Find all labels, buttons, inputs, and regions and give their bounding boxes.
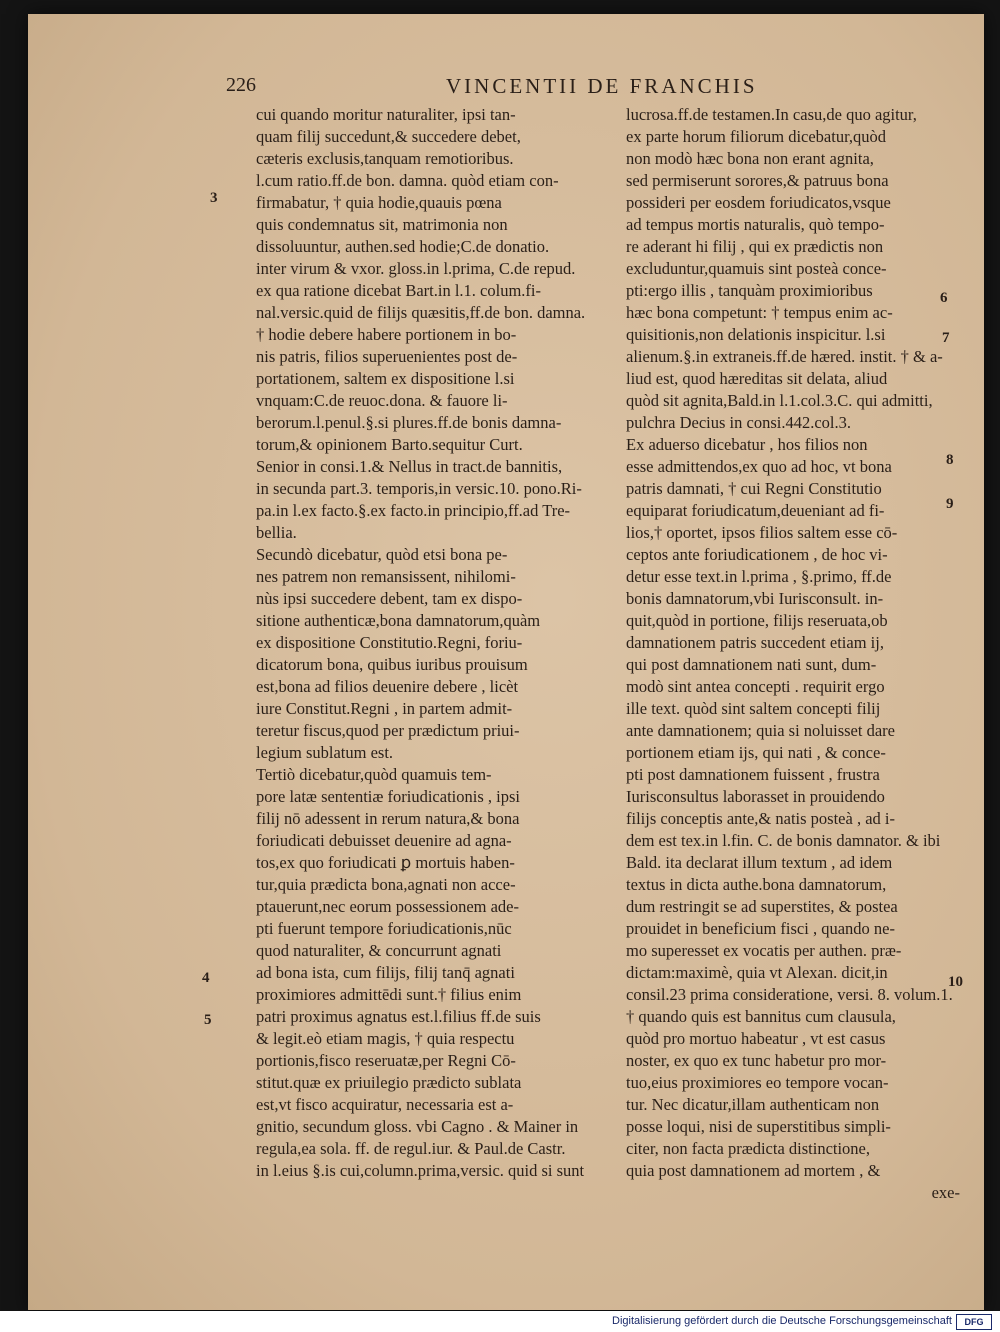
text-line: posse loqui, nisi de superstitibus simpli- bbox=[626, 1117, 891, 1136]
text-line: non modò hæc bona non erant agnita, bbox=[626, 149, 874, 168]
text-line: mo superesset ex vocatis per authen. præ- bbox=[626, 941, 902, 960]
text-line: Senior in consi.1.& Nellus in tract.de bannitis, bbox=[256, 457, 563, 476]
text-line: possideri per eosdem foriudicatos,vsque bbox=[626, 193, 891, 212]
text-line: excluduntur,quamuis sint posteà conce- bbox=[626, 259, 887, 278]
text-line: quòd sit agnita,Bald.in l.1.col.3.C. qui admitti, bbox=[626, 391, 933, 410]
text-line: dum restringit se ad superstites, & postea bbox=[626, 897, 898, 916]
text-line: nal.versic.quid de filijs quæsitis,ff.de bon. damna. bbox=[256, 303, 586, 322]
margin-number-6: 6 bbox=[940, 290, 948, 306]
text-line: filij nō adessent in rerum natura,& bona bbox=[256, 809, 520, 828]
text-line: patris damnati, † cui Regni Constitutio bbox=[626, 479, 882, 498]
text-line: portionis,fisco reseruatæ,per Regni Cō- bbox=[256, 1051, 516, 1070]
text-line: nes patrem non remansissent, nihilomi- bbox=[256, 567, 516, 586]
text-line: pti:ergo illis , tanquàm proximioribus bbox=[626, 281, 873, 300]
text-line: Tertiò dicebatur,quòd quamuis tem- bbox=[256, 765, 492, 784]
text-line: stitut.quæ ex priuilegio prædicto sublata bbox=[256, 1073, 522, 1092]
text-line: modò sint antea concepti . requirit ergo bbox=[626, 677, 885, 696]
text-line: pulchra Decius in consi.442.col.3. bbox=[626, 413, 851, 432]
text-line: ceptos ante foriudicationem , de hoc vi- bbox=[626, 545, 888, 564]
text-line: foriudicati debuisset deuenire ad agna- bbox=[256, 831, 512, 850]
running-head: VINCENTII DE FRANCHIS bbox=[446, 74, 758, 98]
text-line: in l.eius §.is cui,column.prima,versic. quid si sunt bbox=[256, 1161, 585, 1180]
text-line: citer, non facta prædicta distinctione, bbox=[626, 1139, 871, 1158]
text-line: bonis damnatorum,vbi Iurisconsult. in- bbox=[626, 589, 884, 608]
margin-number-4: 4 bbox=[202, 970, 210, 986]
text-line: & legit.eò etiam magis, † quia respectu bbox=[256, 1029, 515, 1048]
text-line: quam filij succedunt,& succedere debet, bbox=[256, 127, 521, 146]
text-line: bellia. bbox=[256, 523, 297, 542]
text-line: liud est, quod hæreditas sit delata, aliud bbox=[626, 369, 888, 388]
text-line: esse admittendos,ex quo ad hoc, vt bona bbox=[626, 457, 892, 476]
text-line: cui quando moritur naturaliter, ipsi tan- bbox=[256, 105, 516, 124]
text-line: firmabatur, † quia hodie,quauis pœna bbox=[256, 193, 502, 212]
text-line: tuo,eius proximiores eo tempore vocan- bbox=[626, 1073, 889, 1092]
text-line: equiparat foriudicatum,deueniant ad fi- bbox=[626, 501, 885, 520]
text-line: vnquam:C.de reuoc.dona. & fauore li- bbox=[256, 391, 508, 410]
text-line: dictam:maximè, quia vt Alexan. dicit,in bbox=[626, 963, 888, 982]
text-line: qui post damnationem nati sunt, dum- bbox=[626, 655, 877, 674]
text-line: tur. Nec dicatur,illam authenticam non bbox=[626, 1095, 880, 1114]
text-line: quod naturaliter, & concurrunt agnati bbox=[256, 941, 502, 960]
text-line: pore latæ sententiæ foriudicationis , ipsi bbox=[256, 787, 520, 806]
margin-number-3: 3 bbox=[210, 190, 218, 206]
text-line: portationem, saltem ex dispositione l.si bbox=[256, 369, 515, 388]
text-line: lios,† oportet, ipsos filios saltem esse cō- bbox=[626, 523, 898, 542]
text-line: ille text. quòd sint saltem concepti filij bbox=[626, 699, 881, 718]
text-line: est,bona ad filios deuenire debere , licèt bbox=[256, 677, 519, 696]
text-line: prouidet in beneficium fisci , quando ne- bbox=[626, 919, 895, 938]
text-line: quia post damnationem ad mortem , & bbox=[626, 1161, 881, 1180]
margin-number-8: 8 bbox=[946, 452, 954, 468]
text-line: hæc bona competunt: † tempus enim ac- bbox=[626, 303, 893, 322]
text-line: berorum.l.penul.§.si plures.ff.de bonis damna- bbox=[256, 413, 562, 432]
text-line: quit,quòd in portione, filijs reseruata,ob bbox=[626, 611, 888, 630]
text-line: quisitionis,non delationis inspicitur. l.si bbox=[626, 325, 886, 344]
text-line: pti post damnationem fuissent , frustra bbox=[626, 765, 880, 784]
text-line: ex parte horum filiorum dicebatur,quòd bbox=[626, 127, 887, 146]
text-line: ex dispositione Constitutio.Regni, foriu- bbox=[256, 633, 523, 652]
catchword: exe- bbox=[931, 1183, 960, 1202]
text-line: pti fuerunt tempore foriudicationis,nūc bbox=[256, 919, 512, 938]
margin-number-5: 5 bbox=[204, 1012, 212, 1028]
text-line: ad tempus mortis naturalis, quò tempo- bbox=[626, 215, 885, 234]
text-line: quòd pro mortuo habeatur , vt est casus bbox=[626, 1029, 886, 1048]
margin-number-10: 10 bbox=[948, 974, 963, 990]
text-line: Bald. ita declarat illum textum , ad idem bbox=[626, 853, 893, 872]
text-line: pa.in l.ex facto.§.ex facto.in principio,ff.ad Tre- bbox=[256, 501, 571, 520]
text-line: ante damnationem; quia si noluisset dare bbox=[626, 721, 895, 740]
text-line: teretur fiscus,quod per prædictum priui- bbox=[256, 721, 520, 740]
text-line: nis patris, filios superuenientes post de- bbox=[256, 347, 518, 366]
text-line: ex qua ratione dicebat Bart.in l.1. colum.fi- bbox=[256, 281, 541, 300]
scanned-page bbox=[28, 14, 984, 1310]
text-line: tur,quia prædicta bona,agnati non acce- bbox=[256, 875, 516, 894]
footer-bar bbox=[0, 1311, 1000, 1332]
text-line: portionem etiam ijs, qui nati , & conce- bbox=[626, 743, 886, 762]
text-line: filijs conceptis ante,& natis posteà , ad i- bbox=[626, 809, 895, 828]
text-line: quis condemnatus sit, matrimonia non bbox=[256, 215, 508, 234]
text-line: † quando quis est bannitus cum clausula, bbox=[626, 1007, 896, 1026]
margin-number-9: 9 bbox=[946, 496, 954, 512]
text-line: torum,& opinionem Barto.sequitur Curt. bbox=[256, 435, 523, 454]
text-line: dem est tex.in l.fin. C. de bonis damnator. & ibi bbox=[626, 831, 941, 850]
text-line: consil.23 prima consideratione, versi. 8. volum.1. bbox=[626, 985, 953, 1004]
text-line: † hodie debere habere portionem in bo- bbox=[256, 325, 517, 344]
text-line: damnationem patris succedent etiam ij, bbox=[626, 633, 884, 652]
text-line: Secundò dicebatur, quòd etsi bona pe- bbox=[256, 545, 508, 564]
text-line: re aderant hi filij , qui ex prædictis non bbox=[626, 237, 884, 256]
text-line: legium sublatum est. bbox=[256, 743, 394, 762]
text-line: sitione authenticæ,bona damnatorum,quàm bbox=[256, 611, 541, 630]
text-line: sed permiserunt sorores,& patruus bona bbox=[626, 171, 889, 190]
text-line: in secunda part.3. temporis,in versic.10. pono.Ri- bbox=[256, 479, 582, 498]
text-line: est,vt fisco acquiratur, necessaria est a- bbox=[256, 1095, 514, 1114]
text-line: tos,ex quo foriudicati ꝑ mortuis haben- bbox=[256, 853, 515, 872]
text-line: detur esse text.in l.prima , §.primo, ff.de bbox=[626, 567, 892, 586]
text-line: iure Constitut.Regni , in partem admit- bbox=[256, 699, 513, 718]
page-number: 226 bbox=[226, 74, 256, 96]
text-line: ptauerunt,nec eorum possessionem ade- bbox=[256, 897, 520, 916]
text-line: lucrosa.ff.de testamen.In casu,de quo agitur, bbox=[626, 105, 917, 124]
text-line: Ex aduerso dicebatur , hos filios non bbox=[626, 435, 868, 454]
dfg-logo: DFG bbox=[956, 1314, 992, 1330]
text-line: inter virum & vxor. gloss.in l.prima, C.de repud. bbox=[256, 259, 576, 278]
text-line: patri proximus agnatus est.l.filius ff.de suis bbox=[256, 1007, 541, 1026]
text-line: alienum.§.in extraneis.ff.de hæred. instit. † & a- bbox=[626, 347, 943, 366]
text-line: noster, ex quo ex tunc habetur pro mor- bbox=[626, 1051, 887, 1070]
text-line: textus in dicta authe.bona damnatorum, bbox=[626, 875, 887, 894]
text-line: nùs ipsi succedere debent, tam ex dispo- bbox=[256, 589, 523, 608]
footer-credit: Digitalisierung gefördert durch die Deutsche Forschungsgemeinschaft bbox=[612, 1315, 952, 1327]
text-line: regula,ea sola. ff. de regul.iur. & Paul.de Castr. bbox=[256, 1139, 566, 1158]
text-line: cæteris exclusis,tanquam remotioribus. bbox=[256, 149, 514, 168]
text-line: Iurisconsultus laborasset in prouidendo bbox=[626, 787, 885, 806]
text-line: ad bona ista, cum filijs, filij tanq̄ agnati bbox=[256, 963, 515, 982]
text-line: l.cum ratio.ff.de bon. damna. quòd etiam con- bbox=[256, 171, 559, 190]
text-line: dicatorum bona, quibus iuribus prouisum bbox=[256, 655, 528, 674]
margin-number-7: 7 bbox=[942, 330, 950, 346]
text-line: proximiores admittēdi sunt.† filius enim bbox=[256, 985, 522, 1004]
text-line: dissoluuntur, authen.sed hodie;C.de donatio. bbox=[256, 237, 550, 256]
text-line: gnitio, secundum gloss. vbi Cagno . & Mainer in bbox=[256, 1117, 579, 1136]
